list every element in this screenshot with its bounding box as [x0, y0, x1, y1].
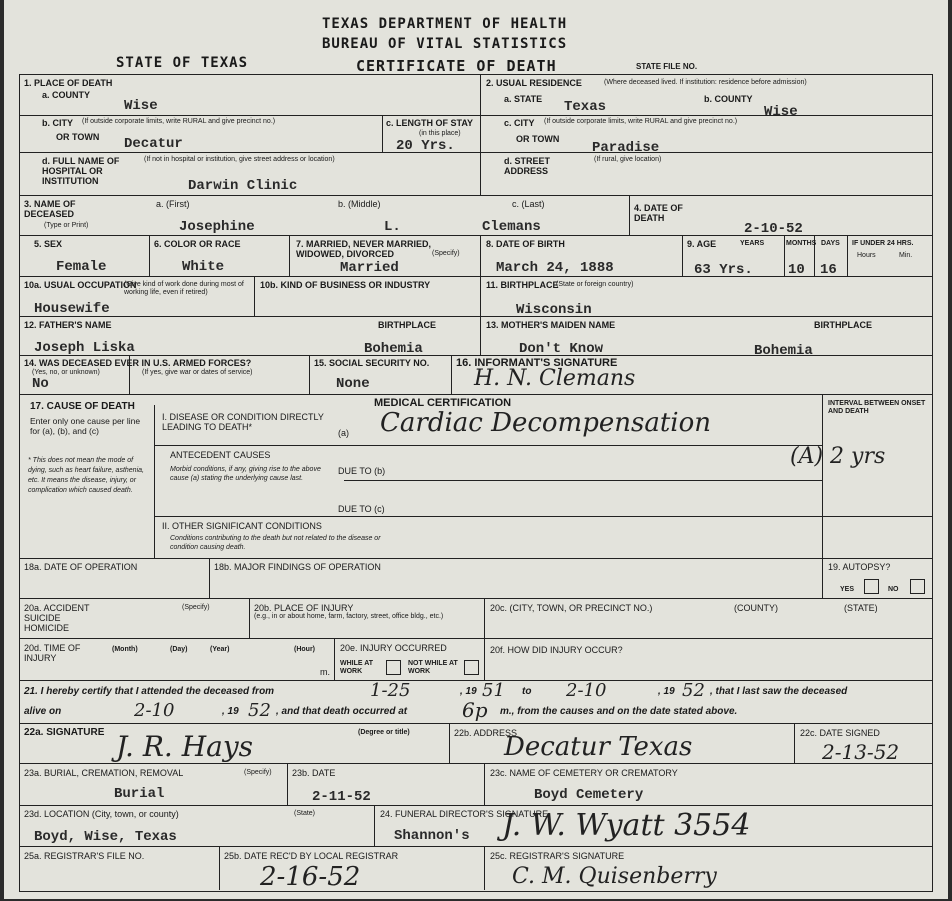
autopsy-label: 19. AUTOPSY?: [828, 562, 891, 572]
father-name-label: 12. FATHER'S NAME: [24, 320, 112, 330]
certify-year-prefix-3: , 19: [222, 706, 239, 717]
certify-year-prefix-2: , 19: [658, 686, 675, 697]
first-name-value: Josephine: [179, 219, 255, 235]
age-days-label: DAYS: [821, 240, 840, 247]
divider: [309, 355, 310, 394]
age-under-label: IF UNDER 24 HRS.: [852, 240, 914, 247]
residence-city-hint: (If outside corporate limits, write RURAL and give precinct no.): [544, 118, 738, 125]
death-city-label: b. CITY: [42, 118, 73, 128]
certify-text-c: , and that death occurred at: [276, 706, 408, 717]
death-certificate: [4, 0, 948, 899]
mother-name-value: Don't Know: [519, 341, 604, 357]
burial-label: 23a. BURIAL, CREMATION, REMOVAL: [24, 768, 184, 778]
registrar-signature-label: 25c. REGISTRAR'S SIGNATURE: [490, 851, 625, 861]
length-of-stay-hint: (in this place): [419, 130, 461, 137]
autopsy-yes-checkbox[interactable]: [864, 579, 879, 594]
divider: [484, 846, 485, 890]
certify-text-b: , that I last saw the deceased: [710, 686, 848, 697]
attended-from-year: 51: [482, 680, 505, 701]
divider: [19, 598, 933, 599]
ssn-label: 15. SOCIAL SECURITY NO.: [314, 358, 430, 368]
cemetery-label: 23c. NAME OF CEMETERY OR CREMATORY: [490, 768, 678, 778]
divider: [154, 445, 822, 446]
accident-label: 20a. ACCIDENT SUICIDE HOMICIDE: [24, 603, 90, 633]
divider: [19, 316, 933, 317]
funeral-director-signature: J. W. Wyatt 3554: [502, 808, 751, 843]
part2-label: II. OTHER SIGNIFICANT CONDITIONS: [162, 521, 322, 531]
certify-text-a: 21. I hereby certify that I attended the deceased from: [24, 686, 275, 697]
hospital-label: d. FULL NAME OF HOSPITAL OR INSTITUTION: [42, 156, 120, 186]
age-hours-label: Hours: [857, 252, 876, 259]
age-months-label: MONTHS: [786, 240, 817, 247]
divider: [480, 316, 481, 355]
divider: [374, 805, 375, 846]
marital-value: Married: [340, 260, 399, 276]
alive-on-label: alive on: [24, 706, 62, 717]
residence-street-hint: (If rural, give location): [594, 156, 662, 163]
divider: [19, 115, 480, 116]
injury-day-label: (Day): [170, 646, 188, 653]
divider: [484, 763, 485, 805]
armed-forces-hint2: (If yes, give war or dates of service): [142, 369, 253, 376]
birthplace-hint: (State or foreign country): [556, 281, 634, 288]
length-of-stay-value: 20 Yrs.: [396, 138, 455, 154]
age-years-label: YEARS: [740, 240, 765, 247]
alive-on-date: 2-10: [134, 700, 175, 721]
divider: [19, 394, 933, 395]
mother-birthplace-label: BIRTHPLACE: [814, 320, 872, 330]
injury-time-label: 20d. TIME OF INJURY: [24, 643, 81, 663]
divider: [154, 516, 933, 517]
birthplace-value: Wisconsin: [516, 302, 592, 318]
occupation-label: 10a. USUAL OCCUPATION: [24, 280, 137, 290]
divider: [19, 638, 933, 639]
age-months-value: 10: [788, 262, 805, 278]
divider: [19, 195, 933, 196]
divider: [254, 276, 255, 316]
date-of-death-value: 2-10-52: [744, 221, 803, 237]
residence-label: 2. USUAL RESIDENCE: [486, 78, 582, 88]
last-name-label: c. (Last): [512, 199, 545, 209]
middle-name-label: b. (Middle): [338, 199, 381, 209]
burial-state-label: (State): [294, 810, 316, 817]
father-birthplace-label: BIRTHPLACE: [378, 320, 436, 330]
length-of-stay-label: c. LENGTH OF STAY: [386, 118, 474, 128]
bureau-heading: BUREAU OF VITAL STATISTICS: [322, 36, 568, 52]
residence-city-value: Paradise: [592, 140, 660, 156]
mother-birthplace-value: Bohemia: [754, 343, 813, 359]
not-while-at-work-label: NOT WHILE AT WORK: [408, 660, 458, 675]
marital-hint: (Specify): [432, 250, 460, 257]
divider: [289, 235, 290, 276]
date-signed-value: 2-13-52: [822, 740, 900, 764]
how-injury-label: 20f. HOW DID INJURY OCCUR?: [490, 645, 623, 655]
death-city-value: Decatur: [124, 136, 183, 152]
burial-location-label: 23d. LOCATION (City, town, or county): [24, 809, 179, 819]
physician-signature: J. R. Hays: [116, 730, 254, 763]
place-of-injury-hint: (e.g., in or about home, farm, factory, street, office bldg., etc.): [254, 613, 444, 620]
cause-hint: Enter only one cause per line for (a), (b), and (c): [30, 416, 141, 436]
age-years-value: 63 Yrs.: [694, 262, 753, 278]
due-to-b-label: DUE TO (b): [338, 466, 386, 476]
burial-location-value: Boyd, Wise, Texas: [34, 829, 177, 845]
physician-address-label: 22b. ADDRESS: [454, 728, 518, 738]
divider: [19, 846, 933, 847]
divider: [249, 598, 250, 638]
registrar-date-label: 25b. DATE REC'D BY LOCAL REGISTRAR: [224, 851, 399, 861]
burial-value: Burial: [114, 786, 165, 802]
residence-county-label: b. COUNTY: [704, 94, 753, 104]
occupation-hint: (Give kind of work done during most of working life, even if retired): [124, 281, 244, 296]
dob-label: 8. DATE OF BIRTH: [486, 239, 565, 249]
divider: [480, 115, 933, 116]
state-heading: STATE OF TEXAS: [116, 55, 249, 71]
place-of-death-label: 1. PLACE OF DEATH: [24, 78, 113, 88]
registrar-signature: C. M. Quisenberry: [512, 864, 717, 889]
date-of-death-label: 4. DATE OF DEATH: [634, 203, 683, 223]
ssn-value: None: [336, 376, 370, 392]
attended-to-date: 2-10: [566, 680, 607, 701]
age-min-label: Min.: [899, 252, 913, 259]
operation-findings-label: 18b. MAJOR FINDINGS OF OPERATION: [214, 562, 381, 572]
business-label: 10b. KIND OF BUSINESS OR INDUSTRY: [260, 280, 431, 290]
not-while-at-work-checkbox[interactable]: [464, 660, 479, 675]
armed-forces-hint1: (Yes, no, or unknown): [32, 369, 100, 376]
sex-value: Female: [56, 259, 107, 275]
funeral-director-label: 24. FUNERAL DIRECTOR'S SIGNATURE: [380, 809, 549, 819]
divider: [480, 235, 481, 276]
part1-a: (a): [338, 428, 349, 438]
divider: [480, 276, 481, 316]
autopsy-yes-label: YES: [840, 586, 855, 593]
informant-label: 16. INFORMANT'S SIGNATURE: [456, 357, 618, 369]
operation-date-label: 18a. DATE OF OPERATION: [24, 562, 138, 572]
funeral-home-value: Shannon's: [394, 828, 470, 844]
autopsy-no-label: NO: [888, 586, 899, 593]
while-at-work-label: WHILE AT WORK: [340, 660, 374, 675]
certificate-title: CERTIFICATE OF DEATH: [356, 57, 557, 75]
residence-state-value: Texas: [564, 99, 607, 115]
residence-street-label: d. STREET ADDRESS: [504, 156, 551, 176]
state-file-no-label: STATE FILE NO.: [636, 62, 698, 71]
injury-month-label: (Month): [112, 646, 138, 653]
divider: [344, 480, 822, 481]
death-time-value: 6p: [462, 698, 488, 722]
name-hint: (Type or Print): [44, 222, 89, 229]
residence-county-value: Wise: [764, 104, 798, 120]
burial-date-value: 2-11-52: [312, 789, 371, 805]
certify-to-word: to: [522, 686, 532, 697]
divider: [847, 235, 848, 276]
hospital-value: Darwin Clinic: [188, 178, 298, 194]
burial-specify: (Specify): [244, 769, 272, 776]
middle-name-value: L.: [384, 219, 401, 235]
residence-state-label: a. STATE: [504, 94, 543, 104]
physician-address: Decatur Texas: [504, 732, 693, 762]
cause-a-value: Cardiac Decompensation: [380, 408, 711, 438]
last-name-value: Clemans: [482, 219, 541, 235]
injury-occurred-label: 20e. INJURY OCCURRED: [340, 643, 447, 653]
birthplace-label: 11. BIRTHPLACE: [486, 280, 559, 290]
divider: [449, 723, 450, 763]
armed-forces-value: No: [32, 376, 49, 392]
divider: [19, 763, 933, 764]
informant-signature: H. N. Clemans: [474, 366, 636, 391]
hospital-hint: (If not in hospital or institution, give street address or location): [144, 156, 335, 163]
interval-label: INTERVAL BETWEEN ONSET AND DEATH: [828, 400, 926, 415]
divider: [287, 763, 288, 805]
registrar-date-value: 2-16-52: [260, 862, 361, 892]
residence-city-label: c. CITY: [504, 118, 535, 128]
divider: [629, 195, 630, 235]
dob-value: March 24, 1888: [496, 260, 614, 276]
divider: [480, 152, 933, 153]
attended-from-date: 1-25: [370, 680, 411, 701]
age-days-value: 16: [820, 262, 837, 278]
divider: [682, 235, 683, 276]
father-birthplace-value: Bohemia: [364, 341, 423, 357]
divider: [19, 558, 933, 559]
divider: [794, 723, 795, 763]
interval-a-value: (A) 2 yrs: [790, 444, 886, 469]
certify-text-d: m., from the causes and on the date stated above.: [500, 706, 738, 717]
department-heading: TEXAS DEPARTMENT OF HEALTH: [322, 16, 568, 32]
divider: [19, 805, 933, 806]
divider: [784, 235, 785, 276]
divider: [480, 74, 481, 195]
date-signed-label: 22c. DATE SIGNED: [800, 728, 880, 738]
mode-of-dying-note: * This does not mean the mode of dying, such as heart failure, asthenia, etc. It means the disease, injury, or complication which caused death.: [28, 457, 144, 494]
divider: [382, 115, 383, 152]
medical-certification-title: MEDICAL CERTIFICATION: [374, 397, 512, 409]
divider: [334, 638, 335, 680]
death-county-value: Wise: [124, 98, 158, 114]
divider: [19, 680, 933, 681]
sex-label: 5. SEX: [34, 239, 63, 249]
degree-label: (Degree or title): [358, 729, 410, 736]
morbid-conditions-note: Morbid conditions, if any, giving rise to the above cause (a) stating the underlying cause last.: [170, 466, 321, 482]
divider: [822, 394, 823, 558]
attended-to-year: 52: [682, 680, 705, 701]
alive-on-year: 52: [248, 700, 271, 721]
divider: [209, 558, 210, 598]
marital-label: 7. MARRIED, NEVER MARRIED, WIDOWED, DIVORCED: [296, 239, 432, 259]
first-name-label: a. (First): [156, 199, 190, 209]
divider: [451, 355, 452, 394]
age-label: 9. AGE: [687, 239, 717, 249]
accident-specify: (Specify): [182, 604, 210, 611]
injury-state-label: (STATE): [844, 603, 878, 613]
race-label: 6. COLOR OR RACE: [154, 239, 241, 249]
race-value: White: [182, 259, 225, 275]
death-county-label: a. COUNTY: [42, 90, 91, 100]
divider: [154, 405, 155, 558]
residence-or-town-label: OR TOWN: [516, 134, 560, 144]
part2-hint: Conditions contributing to the death but not related to the disease or condition causing death.: [170, 535, 381, 551]
place-of-injury-label: 20b. PLACE OF INJURY: [254, 603, 354, 613]
injury-year-label: (Year): [210, 646, 230, 653]
divider: [219, 846, 220, 890]
divider: [19, 723, 933, 724]
mother-name-label: 13. MOTHER'S MAIDEN NAME: [486, 320, 616, 330]
injury-county-label: (COUNTY): [734, 603, 778, 613]
divider: [822, 558, 823, 598]
divider: [149, 235, 150, 276]
residence-hint: (Where deceased lived. If institution: residence before admission): [604, 79, 807, 86]
physician-signature-label: 22a. SIGNATURE: [24, 727, 105, 738]
name-label: 3. NAME OF DECEASED: [24, 199, 76, 219]
father-name-value: Joseph Liska: [34, 340, 135, 356]
while-at-work-checkbox[interactable]: [386, 660, 401, 675]
injury-hour-label: (Hour): [294, 646, 315, 653]
injury-city-label: 20c. (CITY, TOWN, OR PRECINCT NO.): [490, 603, 653, 613]
cemetery-value: Boyd Cemetery: [534, 787, 644, 803]
occupation-value: Housewife: [34, 301, 110, 317]
part1-label: I. DISEASE OR CONDITION DIRECTLY LEADING TO DEATH*: [162, 412, 324, 432]
autopsy-no-checkbox[interactable]: [910, 579, 925, 594]
divider: [484, 598, 485, 680]
death-or-town-label: OR TOWN: [56, 132, 100, 142]
certify-year-prefix: , 19: [460, 686, 477, 697]
injury-m-label: m.: [320, 667, 330, 677]
antecedent-label: ANTECEDENT CAUSES: [170, 450, 271, 460]
death-city-hint: (If outside corporate limits, write RURAL and give precinct no.): [82, 118, 276, 125]
armed-forces-label: 14. WAS DECEASED EVER IN U.S. ARMED FORCES?: [24, 358, 252, 368]
burial-date-label: 23b. DATE: [292, 768, 336, 778]
cause-of-death-label: 17. CAUSE OF DEATH: [30, 401, 135, 412]
due-to-c-label: DUE TO (c): [338, 504, 385, 514]
registrar-file-label: 25a. REGISTRAR'S FILE NO.: [24, 851, 145, 861]
